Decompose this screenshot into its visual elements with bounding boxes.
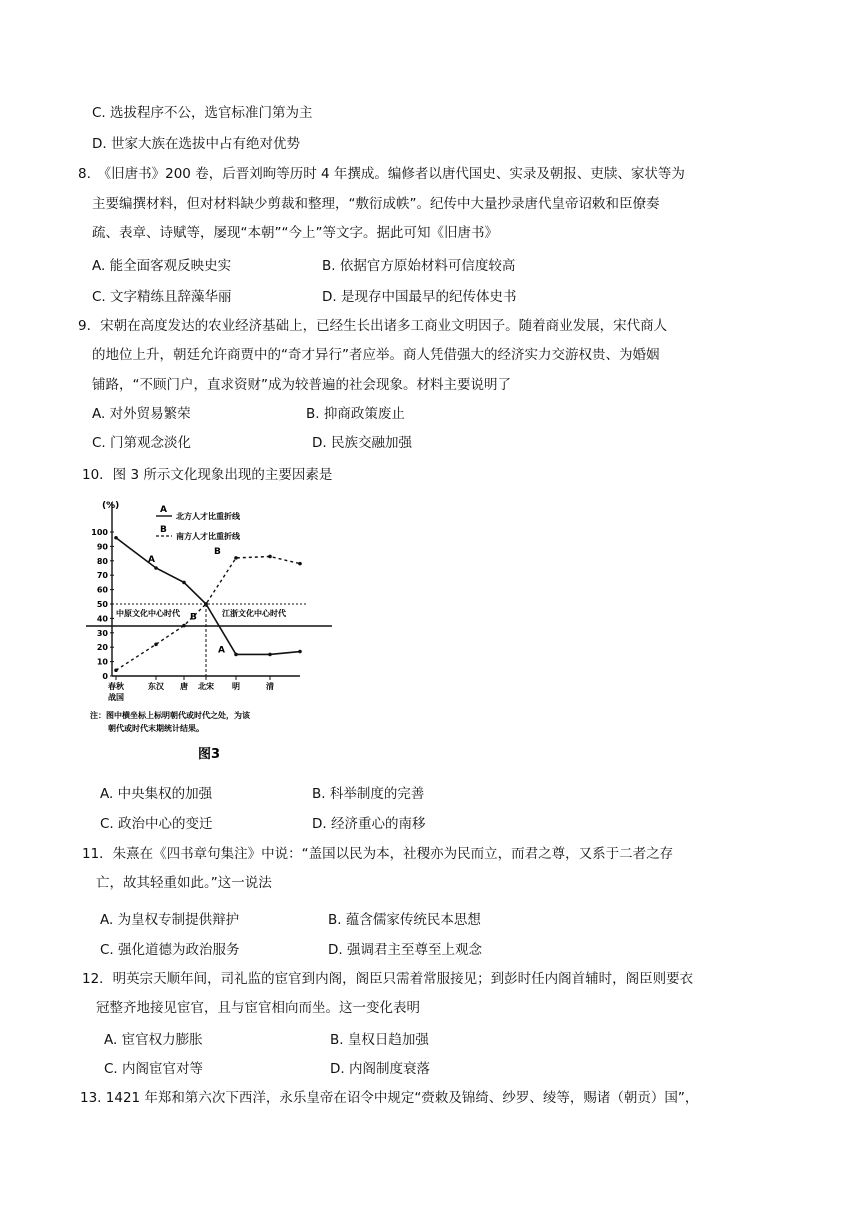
annotation-jiangzhe: 江浙文化中心时代	[222, 609, 286, 618]
x-category-label: 春秋	[108, 682, 124, 691]
q11-option-b: B. 蕴含儒家传统民本思想	[328, 912, 481, 928]
q11-option-d: D. 强调君主至尊至上观念	[328, 942, 482, 958]
series-a-point	[182, 581, 186, 585]
chart-title: 图3	[198, 747, 221, 762]
q11-option-c: C. 强化道德为政治服务	[100, 942, 240, 958]
series-b-point	[298, 562, 302, 566]
q8-option-c: C. 文字精练且辞藻华丽	[92, 289, 232, 305]
y-axis-unit: (%)	[102, 501, 120, 511]
series-b-point	[154, 643, 158, 647]
q9-stem-line1: 9．宋朝在高度发达的农业经济基础上，已经生长出诸多工商业文明因子。随着商业发展，宋代商人	[78, 318, 668, 334]
q7-option-d: D. 世家大族在选拔中占有绝对优势	[92, 136, 300, 152]
series-a-point	[154, 566, 158, 570]
chart-note-line2: 朝代或时代末期统计结果。	[108, 724, 204, 733]
q11-stem-line1: 11．朱熹在《四书章句集注》中说：“盖国以民为本，社稷亦为民而立，而君之尊，又系于二者之存	[82, 846, 674, 862]
series-b-label: B	[190, 612, 197, 623]
q12-option-c: C. 内阁宦官对等	[104, 1061, 204, 1077]
y-tick-label: 80	[96, 556, 108, 566]
x-category-label: 战国	[108, 693, 124, 702]
q8-stem-line2: 主要编撰材料，但对材料缺少剪裁和整理，“敷衍成帙”。纪传中大量抄录唐代皇帝诏敕和臣僚奏	[92, 196, 660, 212]
legend	[156, 505, 241, 541]
y-tick-label: 60	[96, 585, 108, 595]
series-b-point	[114, 668, 118, 672]
q13-stem-line1: 13. 1421 年郑和第六次下西洋，永乐皇帝在诏令中规定“赍敕及锦绮、纱罗、绫等，赐诸（朝贡）国”，	[80, 1090, 699, 1106]
x-category-label: 北宋	[198, 682, 214, 691]
y-tick-label: 20	[96, 643, 108, 653]
q9-option-b: B. 抑商政策废止	[306, 406, 405, 422]
q10-stem-line1: 10．图 3 所示文化现象出现的主要因素是	[82, 467, 333, 483]
legend-a-label: 北方人才比重折线	[176, 512, 240, 521]
q12-option-a: A. 宦官权力膨胀	[104, 1032, 203, 1048]
chart-note-line1: 注：图中横坐标上标明朝代或时代之处，为该	[90, 711, 250, 720]
q9-option-c: C. 门第观念淡化	[92, 435, 192, 451]
q10-option-a: A. 中央集权的加强	[100, 786, 213, 802]
q12-stem-line2: 冠整齐地接见宦官，且与宦官相向而坐。这一变化表明	[96, 1000, 420, 1016]
q9-option-d: D. 民族交融加强	[312, 435, 412, 451]
x-axis-categories	[108, 676, 274, 702]
y-axis-ticks	[91, 528, 114, 681]
series-b-label: B	[214, 546, 221, 557]
series-a-label: A	[148, 555, 155, 565]
legend-a-letter: A	[160, 505, 167, 515]
legend-b-letter: B	[160, 525, 167, 535]
x-category-label: 东汉	[148, 682, 164, 691]
q9-stem-line3: 铺路，“不顾门户，直求资财”成为较普遍的社会现象。材料主要说明了	[92, 377, 511, 393]
q8-option-d: D. 是现存中国最早的纪传体史书	[322, 289, 517, 305]
series-a-point	[114, 536, 118, 540]
series-a-line	[116, 538, 300, 655]
y-tick-label: 90	[96, 542, 108, 552]
q8-stem-line1: 8. 《旧唐书》200 卷，后晋刘昫等历时 4 年撰成。编修者以唐代国史、实录及朝报、吏牍、家状等为	[78, 166, 685, 182]
y-tick-label: 30	[96, 628, 108, 638]
q10-option-d: D. 经济重心的南移	[312, 816, 426, 832]
figure-3-chart	[86, 494, 336, 764]
q10-option-b: B. 科举制度的完善	[312, 786, 425, 802]
q10-option-c: C. 政治中心的变迁	[100, 816, 213, 832]
q11-option-a: A. 为皇权专制提供辩护	[100, 912, 240, 928]
series-b-point	[234, 556, 238, 560]
q7-option-c: C. 选拔程序不公，选官标准门第为主	[92, 105, 313, 121]
q11-stem-line2: 亡，故其轻重如此。”这一说法	[96, 875, 272, 891]
q8-stem-line3: 疏、表章、诗赋等，屡现“本朝”“今上”等文字。据此可知《旧唐书》	[92, 225, 498, 241]
x-category-label: 明	[232, 682, 240, 691]
q9-option-a: A. 对外贸易繁荣	[92, 406, 191, 422]
series-b-point	[182, 624, 186, 628]
annotation-central-plains: 中原文化中心时代	[116, 609, 180, 618]
series-a-point	[298, 650, 302, 654]
y-tick-label: 10	[96, 657, 108, 667]
legend-b-label: 南方人才比重折线	[176, 532, 240, 541]
series-a-point	[268, 653, 272, 657]
q8-option-a: A. 能全面客观反映史实	[92, 258, 232, 274]
y-tick-label: 50	[96, 600, 108, 609]
series-b-point	[268, 555, 272, 559]
series-b-point	[204, 602, 208, 606]
y-tick-label: 40	[96, 614, 108, 624]
y-tick-label: 100	[91, 528, 108, 537]
series-a-point	[234, 653, 238, 657]
y-tick-label: 0	[102, 672, 108, 681]
q12-option-b: B. 皇权日趋加强	[330, 1032, 429, 1048]
q12-option-d: D. 内阁制度衰落	[330, 1061, 430, 1077]
series-a-label: A	[218, 645, 225, 656]
y-tick-label: 70	[96, 571, 108, 581]
x-category-label: 清	[266, 682, 274, 691]
q8-option-b: B. 依据官方原始材料可信度较高	[322, 258, 516, 274]
x-category-label: 唐	[180, 682, 188, 691]
q9-stem-line2: 的地位上升，朝廷允许商贾中的“奇才异行”者应举。商人凭借强大的经济实力交游权贵、为婚姻	[92, 347, 660, 363]
q12-stem-line1: 12．明英宗天顺年间，司礼监的宦官到内阁，阁臣只需着常服接见；到彭时任内阁首辅时，阁臣则要衣	[82, 971, 694, 987]
